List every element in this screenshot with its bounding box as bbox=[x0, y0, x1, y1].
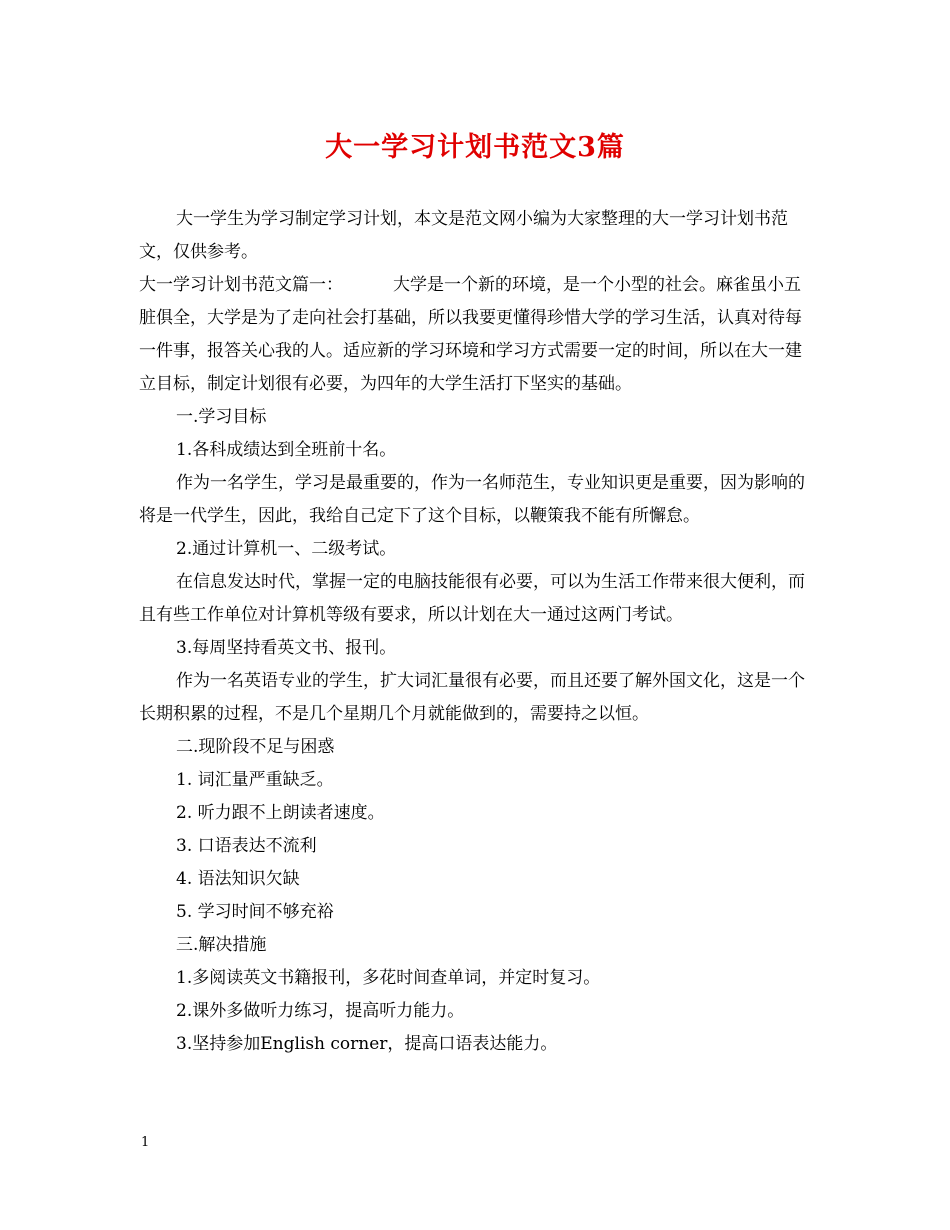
goal-3-text: 作为一名英语专业的学生，扩大词汇量很有必要，而且还要了解外国文化，这是一个长期积累的过程，不是几个星期几个月就能做到的，需要持之以恒。 bbox=[139, 671, 805, 724]
document-body bbox=[139, 203, 815, 1061]
problem-item: 5. 学习时间不够充裕 bbox=[176, 902, 334, 922]
problem-item: 2. 听力跟不上朗读者速度。 bbox=[176, 803, 385, 823]
problem-item: 3. 口语表达不流利 bbox=[176, 836, 317, 856]
page-number: 1 bbox=[141, 1135, 150, 1150]
problems-heading: 二.现阶段不足与困惑 bbox=[176, 737, 335, 757]
goal-2-heading: 2.通过计算机一、二级考试。 bbox=[176, 539, 397, 559]
section-intro-text: 大学是一个新的环境，是一个小型的社会。麻雀虽小五脏俱全，大学是为了走向社会打基础，所以我要更懂得珍惜大学的学习生活，认真对待每一件事，报答关心我的人。适应新的学习环境和学习方式需要一定的时间，所以在大一建立目标，制定计划很有必要，为四年的大学生活打下坚实的基础。 bbox=[139, 275, 802, 394]
goal-1-heading: 1.各科成绩达到全班前十名。 bbox=[176, 440, 397, 460]
goal-1-text: 作为一名学生，学习是最重要的，作为一名师范生，专业知识更是重要，因为影响的将是一代学生，因此，我给自己定下了这个目标，以鞭策我不能有所懈怠。 bbox=[139, 473, 805, 526]
section-intro-paragraph bbox=[139, 269, 815, 401]
problem-item: 1. 词汇量严重缺乏。 bbox=[176, 770, 334, 790]
goal-2-text: 在信息发达时代，掌握一定的电脑技能很有必要，可以为生活工作带来很大便利，而且有些工作单位对计算机等级有要求，所以计划在大一通过这两门考试。 bbox=[139, 572, 805, 625]
solution-item: 3.坚持参加English corner，提高口语表达能力。 bbox=[176, 1034, 558, 1054]
intro-paragraph: 大一学生为学习制定学习计划，本文是范文网小编为大家整理的大一学习计划书范文，仅供参考。 bbox=[139, 209, 788, 262]
solutions-heading: 三.解决措施 bbox=[176, 935, 267, 955]
document-title: 大一学习计划书范文3篇 bbox=[325, 132, 625, 163]
goals-heading: 一.学习目标 bbox=[176, 407, 267, 427]
solution-item: 1.多阅读英文书籍报刊，多花时间查单词，并定时复习。 bbox=[176, 968, 601, 988]
section-label: 大一学习计划书范文篇一： bbox=[139, 275, 343, 295]
solution-item: 2.课外多做听力练习，提高听力能力。 bbox=[176, 1001, 465, 1021]
goal-3-heading: 3.每周坚持看英文书、报刊。 bbox=[176, 638, 397, 658]
problem-item: 4. 语法知识欠缺 bbox=[176, 869, 300, 889]
